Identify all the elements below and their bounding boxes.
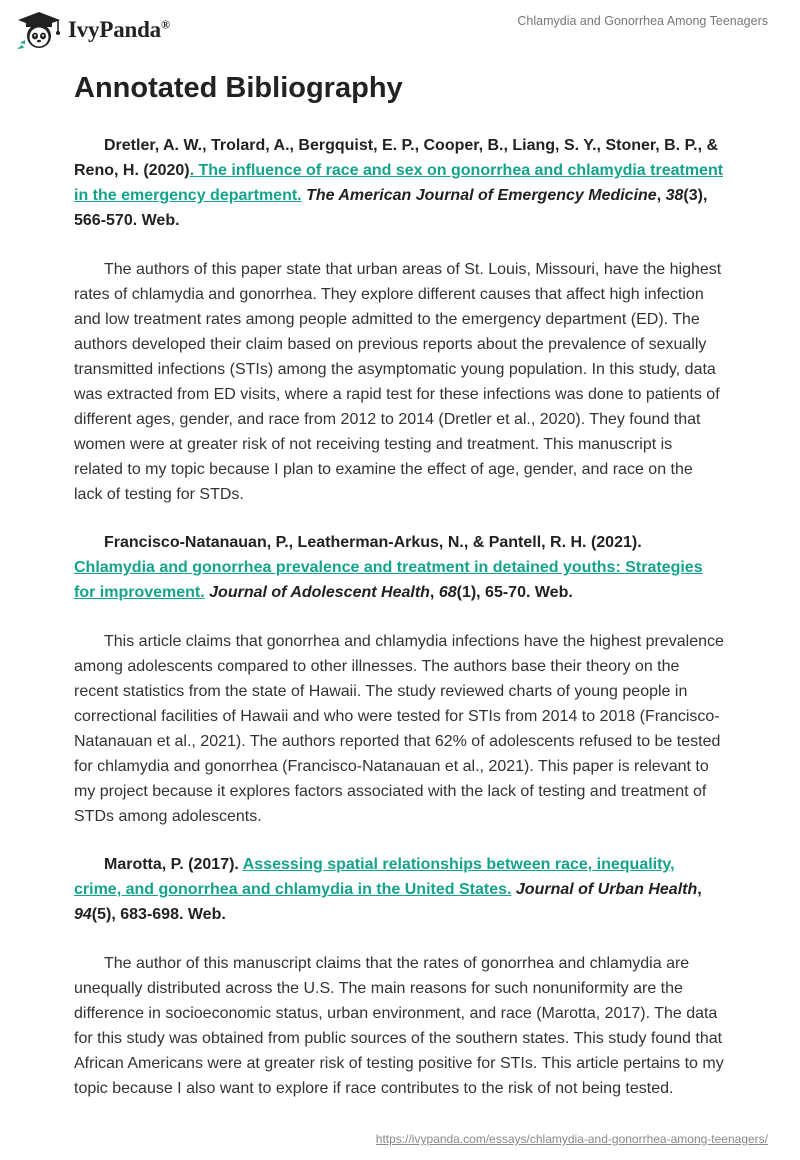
citation-1: Dretler, A. W., Trolard, A., Bergquist, E. P., Cooper, B., Liang, S. Y., Stoner, B. P., & Reno, H. (2020). The influence of race and sex on gonorrhea and chlamydia treatment in the emergency department. The American Journal of Emergency Medicine, 38(3), 566-570. Web. — [74, 137, 724, 229]
source-url-link[interactable]: https://ivypanda.com/essays/chlamydia-and-gonorrhea-among-teenagers/ — [375, 1132, 768, 1146]
citation-link[interactable]: Assessing spatial relationships between race, inequality, crime, and gonorrhea and chlamydia in the United States. — [74, 856, 675, 898]
citation-authors: Marotta, P. (2017). — [104, 856, 239, 873]
citation-3: Marotta, P. (2017). Assessing spatial relationships between race, inequality, crime, and gonorrhea and chlamydia in the United States. Journal of Urban Health, 94(5), 683-698. Web. — [74, 856, 702, 923]
citation-authors: Francisco-Natanauan, P., Leatherman-Arkus, N., & Pantell, R. H. (2021). — [104, 534, 642, 551]
citation-authors: Dretler, A. W., Trolard, A., Bergquist, E. P., Cooper, B., Liang, S. Y., Stoner, B. P., & Reno, H. (2020) — [74, 137, 719, 179]
citation-volume: 94 — [74, 906, 92, 923]
citation-details: (5), 683-698. Web. — [91, 906, 226, 923]
brand-name: IvyPanda® — [68, 17, 170, 42]
citation-journal: Journal of Adolescent Health — [209, 584, 430, 601]
citation-volume: 38 — [665, 187, 684, 204]
page-title: Annotated Bibliography — [74, 72, 403, 104]
citation-journal: Journal of Urban Health — [515, 881, 698, 898]
citation-link[interactable]: . The influence of race and sex on gonorrhea and chlamydia treatment in the emergency department. — [74, 162, 724, 204]
citation-volume: 68 — [438, 584, 457, 601]
citation-2: Francisco-Natanauan, P., Leatherman-Arkus, N., & Pantell, R. H. (2021). Chlamydia and gonorrhea prevalence and treatment in detained youths: Strategies for improvement. Journal of Adolescent Health, 68(1), 65-70. Web. — [74, 534, 703, 601]
document-header-title: Chlamydia and Gonorrhea Among Teenagers — [517, 14, 768, 28]
citation-details: (1), 65-70. Web. — [456, 584, 573, 601]
annotation-paragraph-2: This article claims that gonorrhea and chlamydia infections have the highest prevalence among adolescents compared to other illnesses. The authors base their theory on the recent statistics from the state of Hawaii. The study reviewed charts of young people in correctional facilities of Hawaii and who were tested for STIs from 2014 to 2018 (Francisco-Natanauan et al., 2021). The authors reported that 62% of adolescents refused to be tested for chlamydia and gonorrhea (Francisco-Natanauan et al., 2021). This paper is relevant to my project because it explores factors associated with the lack of testing and treatment of STDs among adolescents. — [74, 633, 724, 825]
bibliography-content — [74, 133, 724, 1124]
citation-link[interactable]: Chlamydia and gonorrhea prevalence and treatment in detained youths: Strategies for improvement. — [74, 559, 703, 601]
annotation-paragraph-3: The author of this manuscript claims that the rates of gonorrhea and chlamydia are unequally distributed across the U.S. The main reasons for such nonuniformity are the difference in socioeconomic status, urban environment, and race (Marotta, 2017). The data for this study was obtained from public sources of the southern states. This study found that African Americans were at greater risk of testing positive for STIs. This article pertains to my topic because I also want to explore if race contributes to the risk of not being tested. — [74, 955, 724, 1097]
citation-details: (3), 566-570. Web. — [74, 187, 708, 229]
brand-logo[interactable] — [16, 10, 170, 50]
panda-logo-icon — [16, 10, 62, 50]
citation-journal: The American Journal of Emergency Medicine — [306, 187, 657, 204]
annotation-paragraph-1: The authors of this paper state that urban areas of St. Louis, Missouri, have the highest rates of chlamydia and gonorrhea. They explore different causes that affect high infection and low treatment rates among people admitted to the emergency department (ED). The authors developed their claim based on previous reports about the prevalence of sexually transmitted infections (STIs) among the asymptomatic young population. In this study, data was extracted from ED visits, where a rapid test for these infections was done to patients of different ages, gender, and race from 2012 to 2014 (Dretler et al., 2020). They found that women were at greater risk of not receiving testing and treatment. This manuscript is related to my topic because I plan to examine the effect of age, gender, and race on the lack of testing for STDs. — [74, 261, 722, 503]
